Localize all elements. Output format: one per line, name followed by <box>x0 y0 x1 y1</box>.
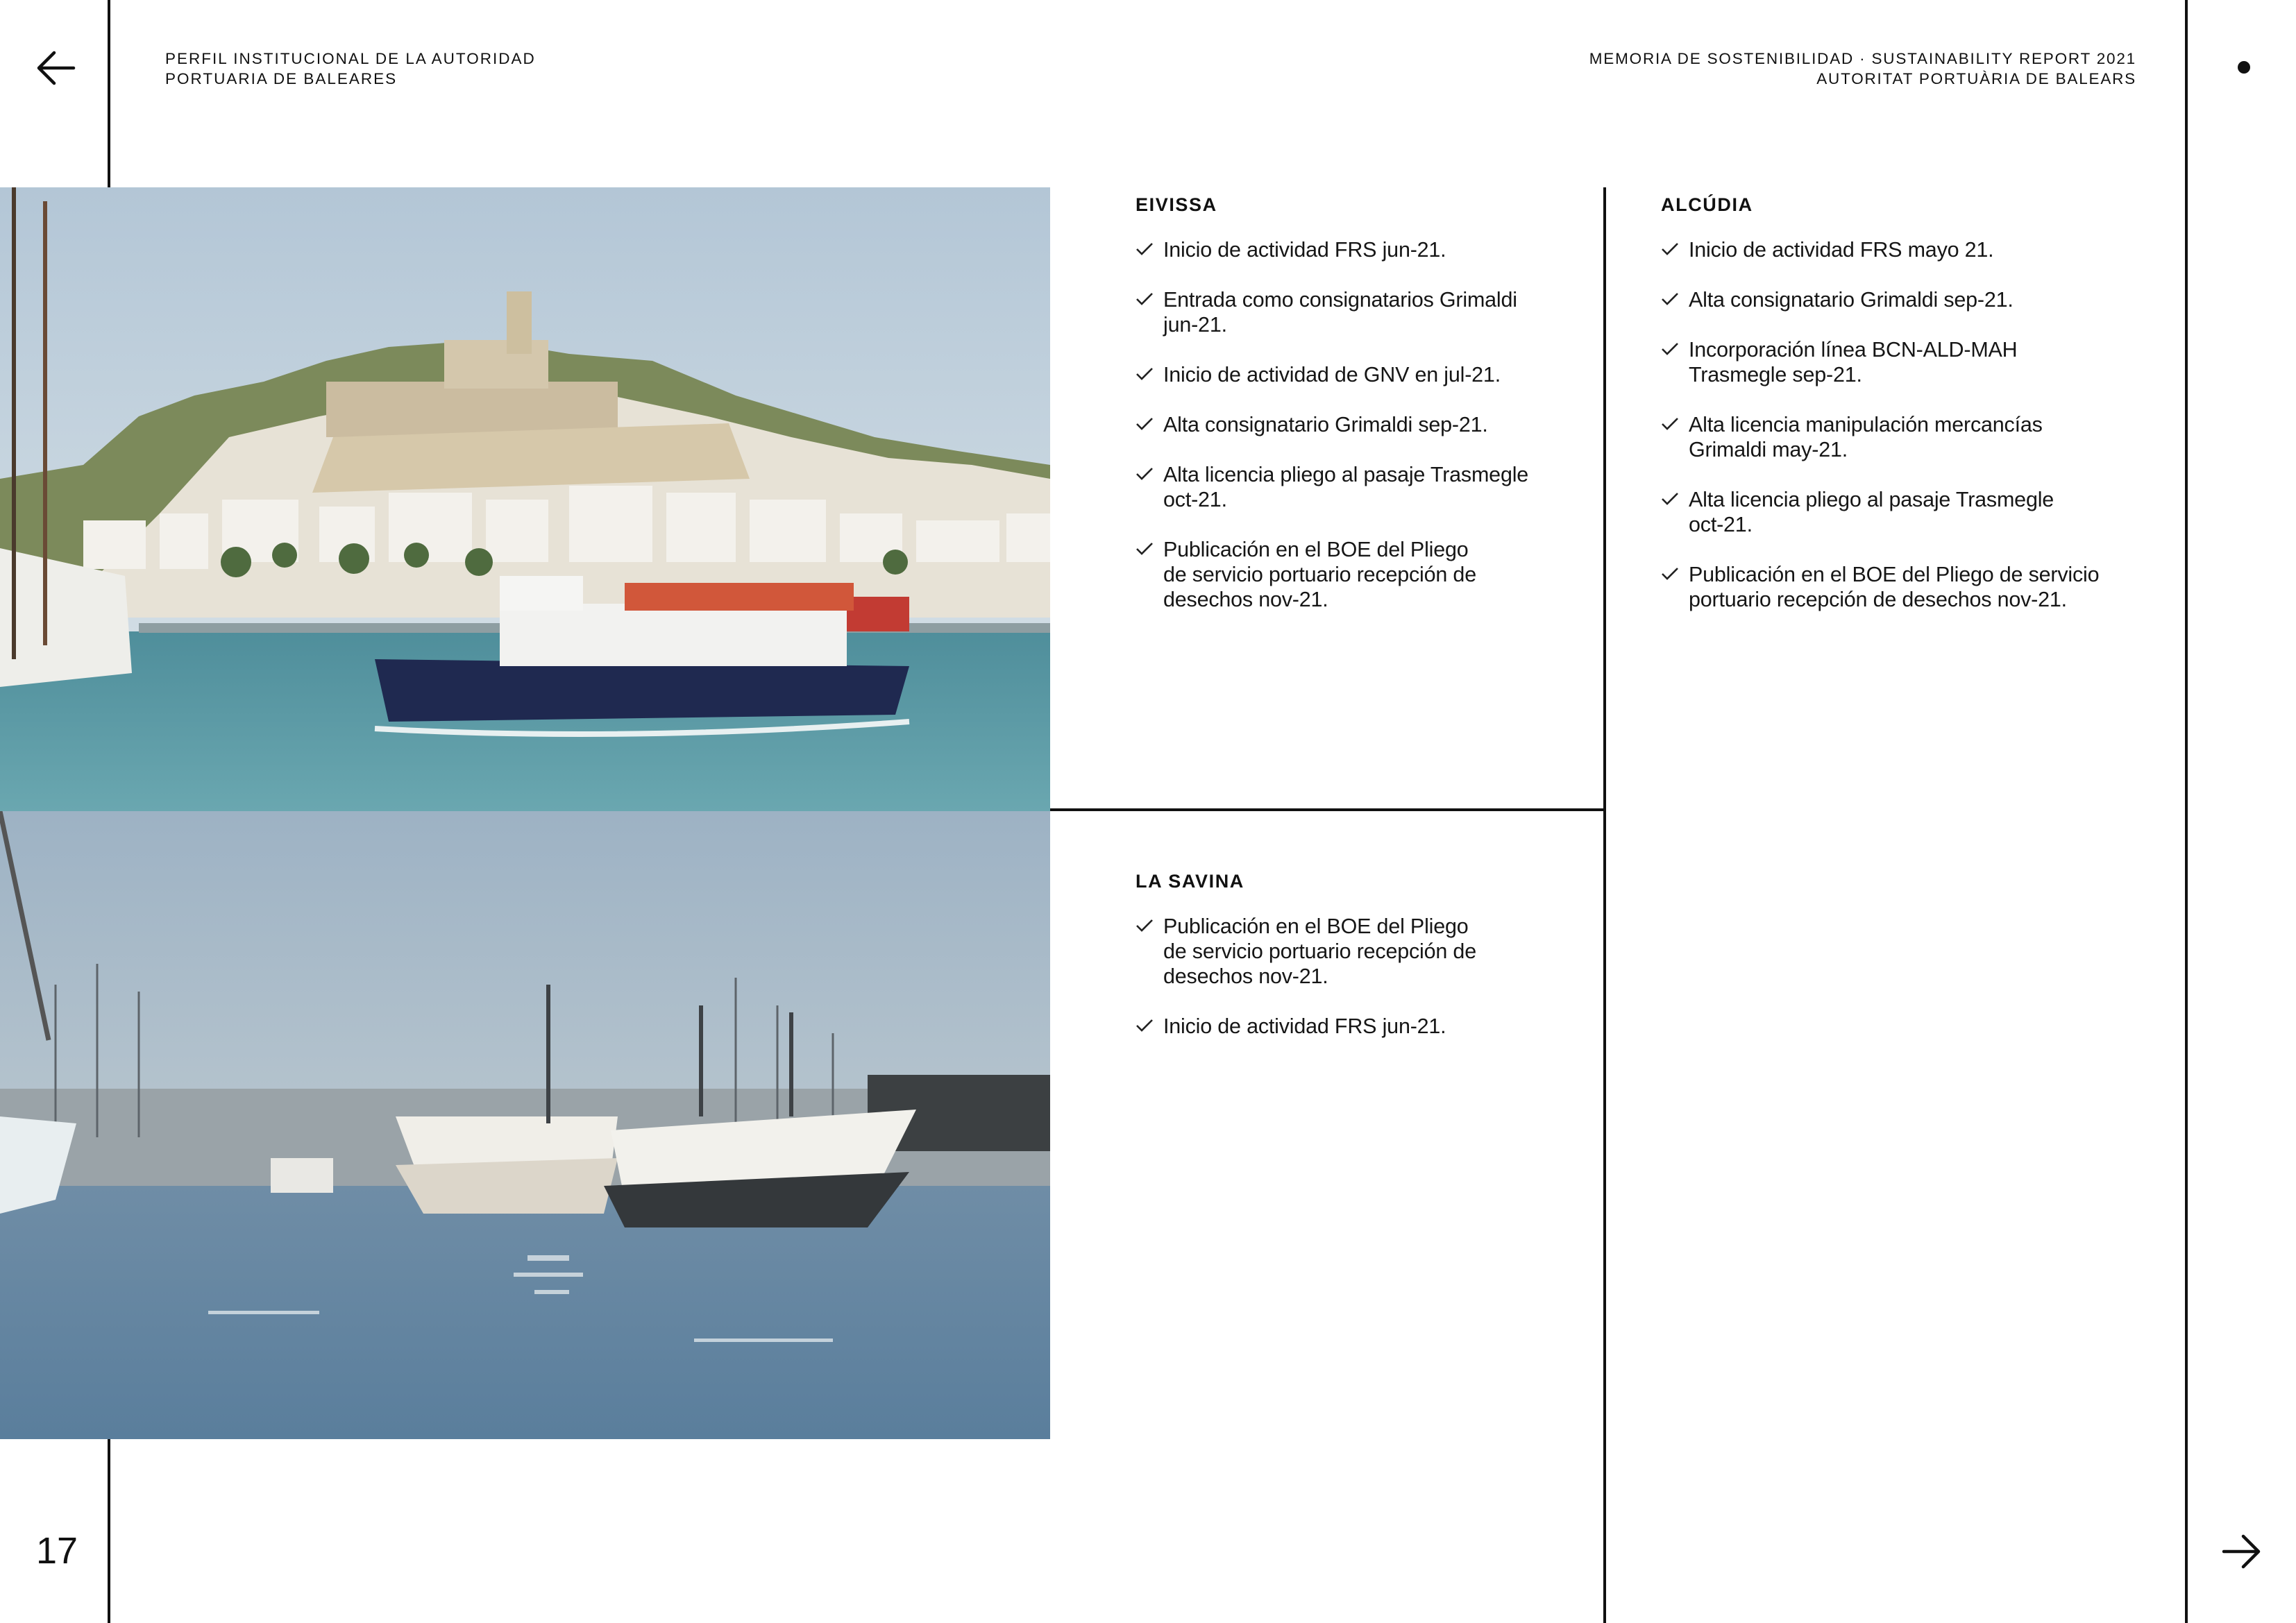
check-icon <box>1661 416 1679 432</box>
header-report-title <box>1589 49 2136 89</box>
list-item <box>1136 237 1587 262</box>
list-item <box>1661 237 2147 262</box>
arrow-right-icon[interactable] <box>2220 1529 2264 1574</box>
list-item-text: Inicio de actividad FRS mayo 21. <box>1689 238 1994 262</box>
list-item-text: Publicación en el BOE del Pliego de servicio portuario recepción de desechos nov-21. <box>1163 915 1476 988</box>
list-item-text: Inicio de actividad de GNV en jul-21. <box>1163 363 1501 386</box>
alcudia-list <box>1661 237 2147 612</box>
list-item-text: Alta licencia manipulación mercancías Grimaldi may-21. <box>1689 413 2043 461</box>
list-item-text: Publicación en el BOE del Pliego de servicio portuario recepción de desechos nov-21. <box>1689 563 2100 611</box>
list-item <box>1136 287 1587 337</box>
list-item-text: Alta licencia pliego al pasaje Trasmegle oct-21. <box>1163 463 1529 511</box>
list-item-text: Entrada como consignatarios Grimaldi jun-21. <box>1163 288 1517 337</box>
list-item-text: Inicio de actividad FRS jun-21. <box>1163 1014 1446 1038</box>
page-number: 17 <box>36 1530 78 1572</box>
header-right-line1: MEMORIA DE SOSTENIBILIDAD · SUSTAINABILITY REPORT 2021 <box>1589 50 2136 67</box>
eivissa-title: EIVISSA <box>1136 194 1217 215</box>
check-icon <box>1661 566 1679 581</box>
la-savina-list <box>1136 914 1587 1039</box>
check-icon <box>1136 366 1154 382</box>
list-item <box>1661 337 2147 387</box>
check-icon <box>1136 241 1154 257</box>
right-border-line <box>2185 0 2188 1623</box>
list-item-text: Incorporación línea BCN-ALD-MAH Trasmegle sep-21. <box>1689 338 2018 386</box>
header-left-line1: PERFIL INSTITUCIONAL DE LA AUTORIDAD <box>165 50 536 67</box>
list-item-text: Alta consignatario Grimaldi sep-21. <box>1163 413 1488 436</box>
header-section-title <box>165 49 536 89</box>
la-savina-section <box>1136 869 1587 1064</box>
column-divider-line <box>1603 187 1606 1623</box>
ibiza-harbour-photo <box>0 187 1050 811</box>
check-icon <box>1661 341 1679 357</box>
check-icon <box>1136 466 1154 482</box>
eivissa-list <box>1136 237 1587 612</box>
header-right-line2: AUTORITAT PORTUÀRIA DE BALEARS <box>1816 70 2136 87</box>
check-icon <box>1136 416 1154 432</box>
list-item-text: Alta consignatario Grimaldi sep-21. <box>1689 288 2014 312</box>
list-item <box>1661 287 2147 312</box>
check-icon <box>1661 491 1679 507</box>
list-item <box>1661 562 2147 612</box>
list-item <box>1136 914 1587 989</box>
alcudia-title: ALCÚDIA <box>1661 194 1753 215</box>
la-savina-marina-photo <box>0 811 1050 1439</box>
check-icon <box>1136 1018 1154 1033</box>
left-border-line-top <box>108 0 110 187</box>
list-item-text: Alta licencia pliego al pasaje Trasmegle oct-21. <box>1689 488 2054 536</box>
list-item <box>1136 537 1587 612</box>
list-item <box>1136 462 1587 512</box>
list-item <box>1136 412 1587 437</box>
eivissa-section <box>1136 193 1587 637</box>
list-item <box>1661 412 2147 462</box>
list-item <box>1136 362 1587 387</box>
page-marker-dot <box>2238 61 2250 74</box>
check-icon <box>1661 241 1679 257</box>
check-icon <box>1136 291 1154 307</box>
list-item-text: Publicación en el BOE del Pliego de servicio portuario recepción de desechos nov-21. <box>1163 538 1476 611</box>
alcudia-section <box>1661 193 2147 637</box>
list-item <box>1136 1014 1587 1039</box>
left-border-line-bottom <box>108 1439 110 1623</box>
arrow-left-icon[interactable] <box>33 46 78 90</box>
header-left-line2: PORTUARIA DE BALEARES <box>165 70 398 87</box>
section-divider-line <box>1050 808 1606 811</box>
list-item <box>1661 487 2147 537</box>
check-icon <box>1136 541 1154 556</box>
list-item-text: Inicio de actividad FRS jun-21. <box>1163 238 1446 262</box>
la-savina-title: LA SAVINA <box>1136 871 1244 892</box>
check-icon <box>1136 918 1154 933</box>
check-icon <box>1661 291 1679 307</box>
